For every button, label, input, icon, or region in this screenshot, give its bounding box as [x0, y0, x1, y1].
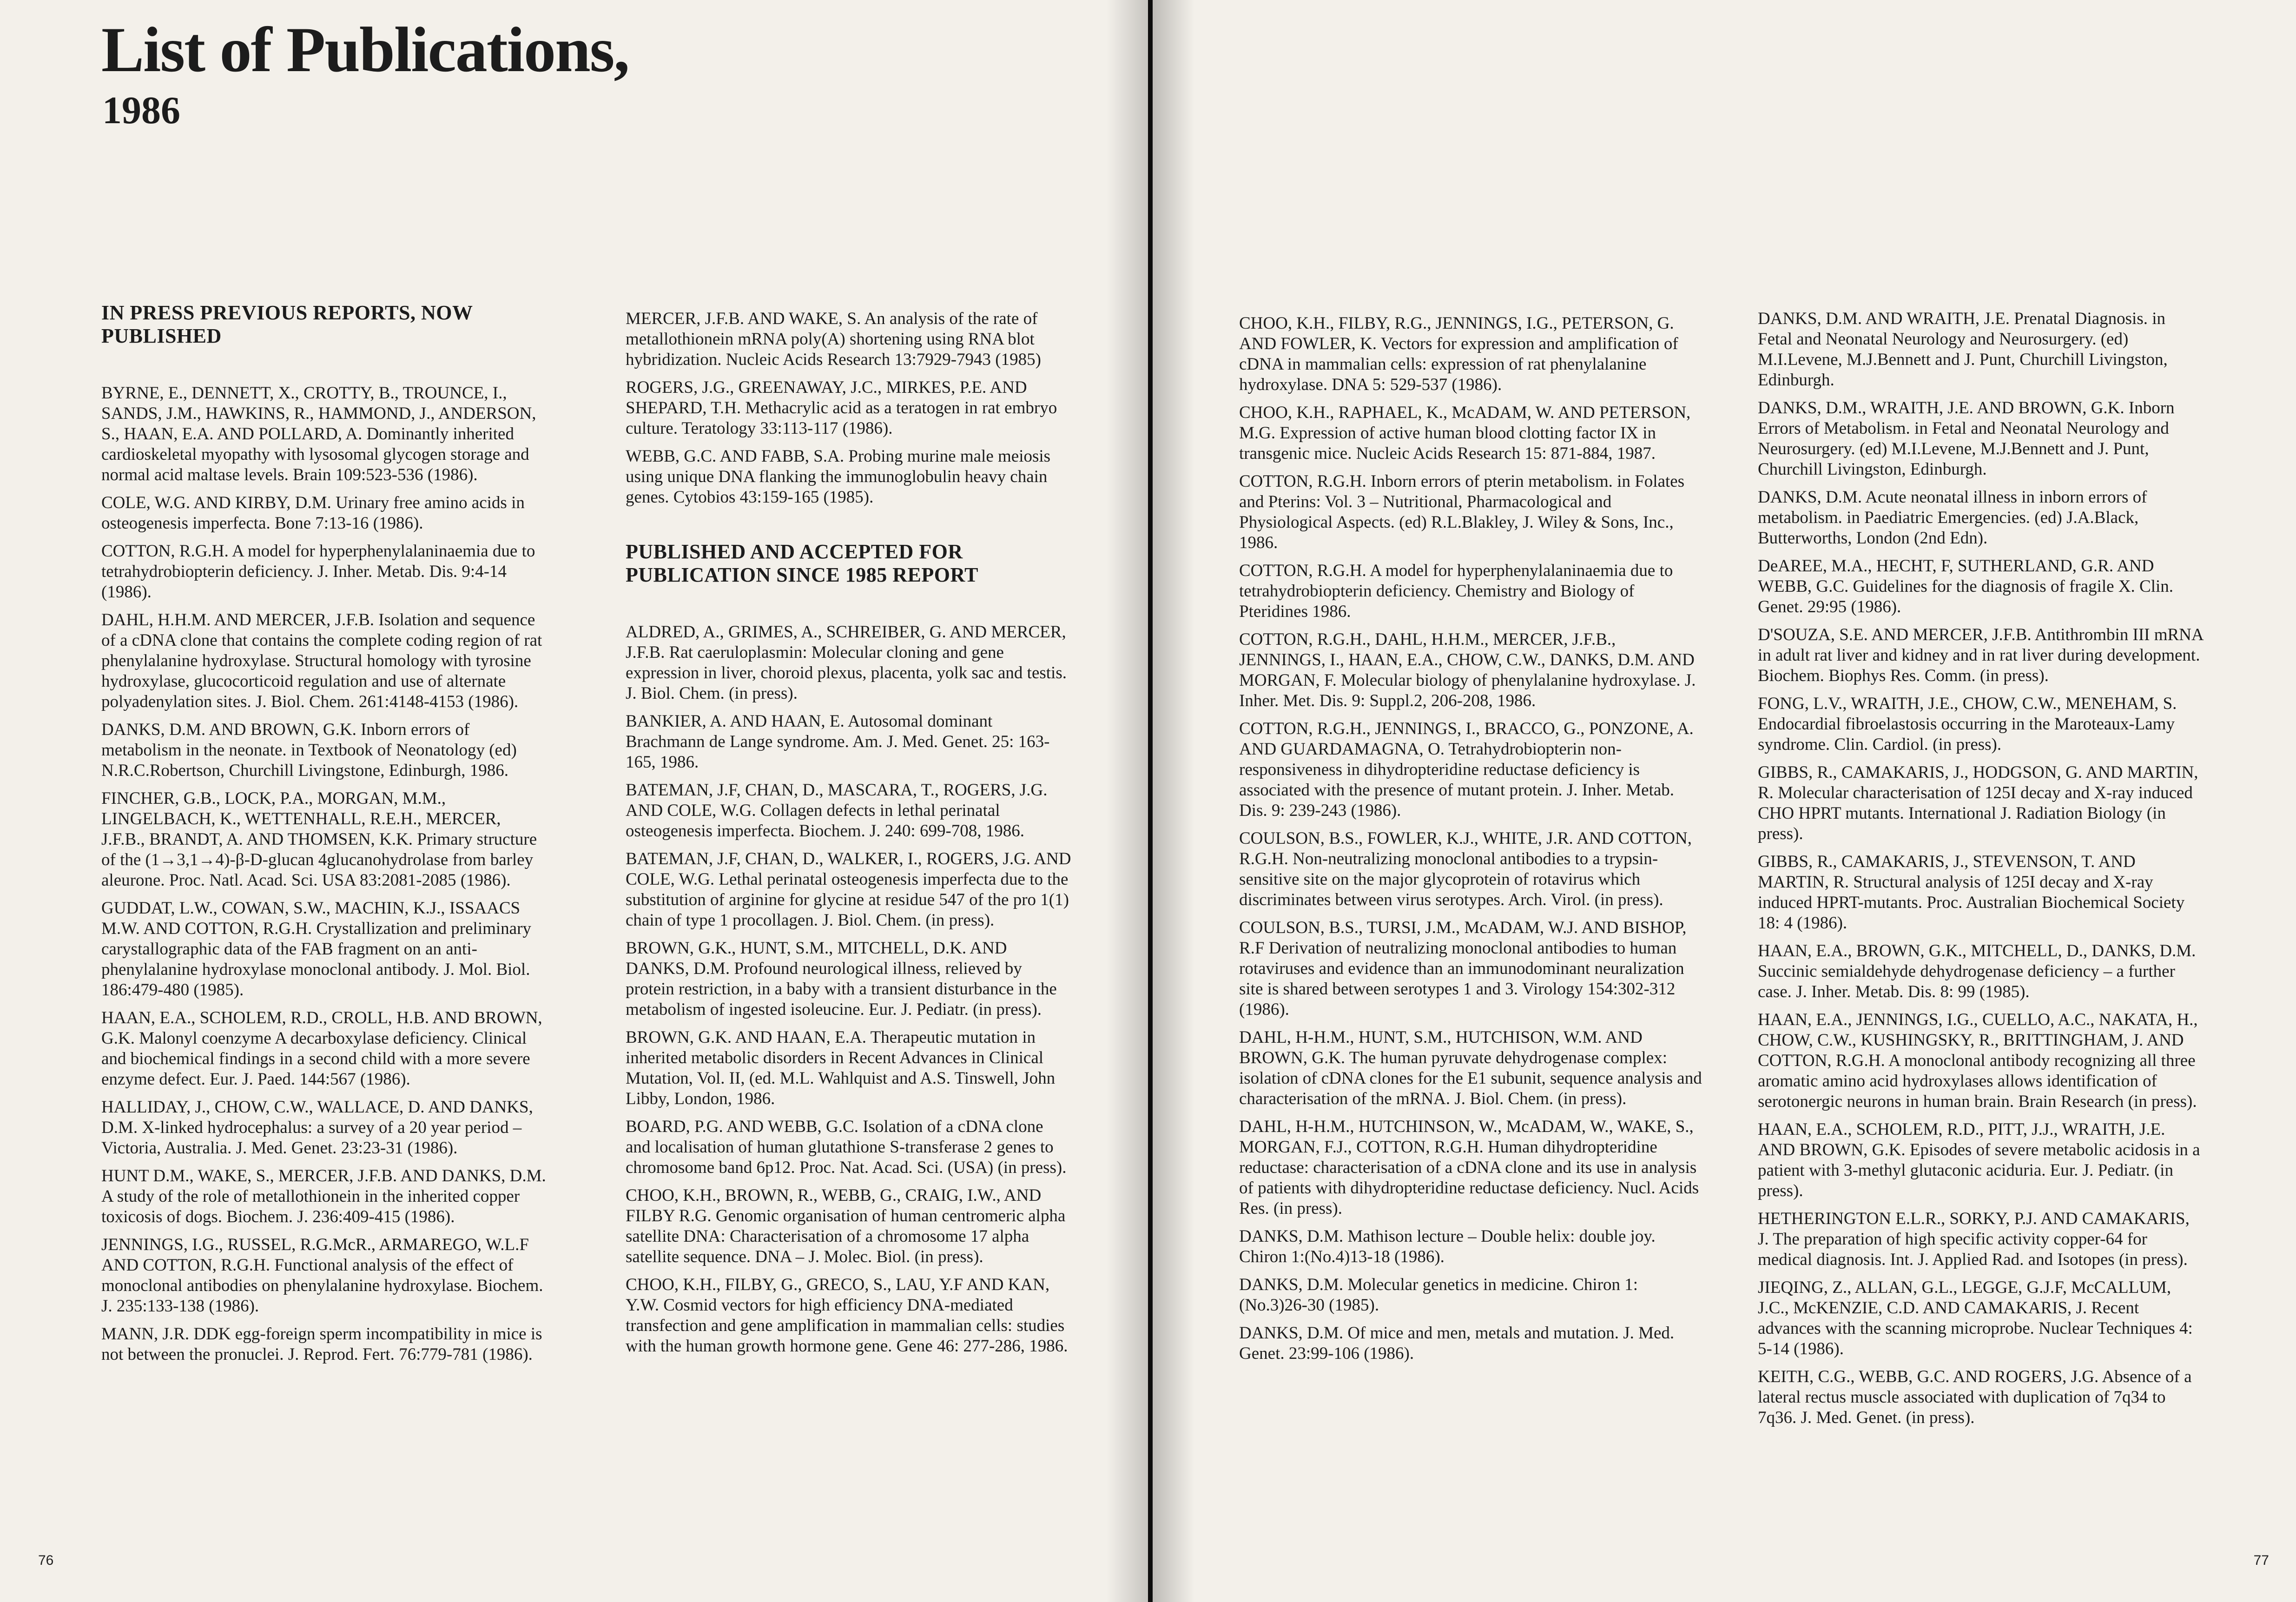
section-heading-published: PUBLISHED AND ACCEPTED FOR PUBLICATION SINCE 1985 REPORT: [626, 540, 979, 586]
publication-entry: COTTON, R.G.H., JENNINGS, I., BRACCO, G., PONZONE, A. AND GUARDAMAGNA, O. Tetrahydrobiopterin non-responsiveness in dihydropteridine reductase deficiency is associated with the presence of mutant protein. J. Inher. Metab. Dis. 9: 239-243 (1986).: [1239, 719, 1694, 820]
column-1: [101, 301, 548, 1372]
gutter-shadow: [1106, 0, 1148, 1602]
publication-entry: COULSON, B.S., TURSI, J.M., McADAM, W.J. AND BISHOP, R.F Derivation of neutralizing monoclonal antibodies to human rotaviruses and evidence than an immunodominant neuralization site is shared between serotypes 1 and 3. Virology 154:302-312 (1986).: [1239, 918, 1687, 1019]
publication-entry: HAAN, E.A., SCHOLEM, R.D., CROLL, H.B. AND BROWN, G.K. Malonyl coenzyme A decarboxylase deficiency. Clinical and biochemical findings in a second child with a more severe enzyme defect. Eur. J. Paed. 144:567 (1986).: [101, 1008, 542, 1089]
publication-entry: COULSON, B.S., FOWLER, K.J., WHITE, J.R. AND COTTON, R.G.H. Non-neutralizing monoclonal antibodies to a trypsin-sensitive site on the major glycoprotein of rotavirus which discriminates between virus serotypes. Arch. Virol. (in press).: [1239, 829, 1692, 909]
publication-entry: CHOO, K.H., BROWN, R., WEBB, G., CRAIG, I.W., AND FILBY R.G. Genomic organisation of human centromeric alpha satellite DNA: Characterisation of a chromosome 17 alpha satellite sequence. DNA – J. Molec. Biol. (in press).: [626, 1186, 1066, 1266]
publication-entry: CHOO, K.H., FILBY, G., GRECO, S., LAU, Y.F AND KAN, Y.W. Cosmid vectors for high efficiency DNA-mediated transfection and gene amplification in mammalian cells: studies with the human growth hormone gene. Gene 46: 277-286, 1986.: [626, 1275, 1068, 1356]
publication-entry: CHOO, K.H., FILBY, R.G., JENNINGS, I.G., PETERSON, G. AND FOWLER, K. Vectors for expression and amplification of cDNA in mammalian cells: expression of rat phenylalanine hydroxylase. DNA 5: 529-537 (1986).: [1239, 314, 1678, 394]
column-2: [626, 309, 1072, 1364]
publication-entry: COLE, W.G. AND KIRBY, D.M. Urinary free amino acids in osteogenesis imperfecta. Bone 7:13-16 (1986).: [101, 493, 525, 533]
publication-entry: COTTON, R.G.H. Inborn errors of pterin metabolism. in Folates and Pterins: Vol. 3 – Nutritional, Pharmacological and Physiological Aspects. (ed) R.L.Blakley, J. Wiley & Sons, Inc., 1986.: [1239, 472, 1685, 552]
entry-list: [626, 622, 1072, 1357]
publication-entry: WEBB, G.C. AND FABB, S.A. Probing murine male meiosis using unique DNA flanking the immunoglobulin heavy chain genes. Cytobios 43:159-165 (1985).: [626, 447, 1051, 507]
publication-entry: FINCHER, G.B., LOCK, P.A., MORGAN, M.M., LINGELBACH, K., WETTENHALL, R.E.H., MERCER, J.F.B., BRANDT, A. AND THOMSEN, K.K. Primary structure of the (1→3,1→4)-β-D-glucan 4glucanohydrolase from barley aleurone. Proc. Natl. Acad. Sci. USA 83:2081-2085 (1986).: [101, 789, 537, 890]
entry-list: [101, 383, 548, 1365]
publication-entry: COTTON, R.G.H. A model for hyperphenylalaninaemia due to tetrahydrobiopterin deficiency. J. Inher. Metab. Dis. 9:4-14 (1986).: [101, 542, 535, 602]
column-4: [1758, 309, 2204, 1436]
entry-list: [1239, 313, 1704, 1364]
publication-entry: BATEMAN, J.F, CHAN, D., MASCARA, T., ROGERS, J.G. AND COLE, W.G. Collagen defects in lethal perinatal osteogenesis imperfecta. Biochem. J. 240: 699-708, 1986.: [626, 781, 1048, 841]
publication-entry: MERCER, J.F.B. AND WAKE, S. An analysis of the rate of metallothionein mRNA poly(A) shortening using RNA blot hybridization. Nucleic Acids Research 13:7929-7943 (1985): [626, 309, 1041, 369]
publication-entry: HAAN, E.A., JENNINGS, I.G., CUELLO, A.C., NAKATA, H., CHOW, C.W., KUSHINGSKY, R., BRITTINGHAM, J. AND COTTON, R.G.H. A monoclonal antibody recognizing all three aromatic amino acid hydroxylases allows identification of serotonergic neurons in human brain. Brain Research (in press).: [1758, 1010, 2198, 1111]
section-heading-in-press: IN PRESS PREVIOUS REPORTS, NOW PUBLISHED: [101, 301, 473, 347]
publication-entry: CHOO, K.H., RAPHAEL, K., McADAM, W. AND PETERSON, M.G. Expression of active human blood clotting factor IX in transgenic mice. Nucleic Acids Research 15: 871-884, 1987.: [1239, 403, 1691, 463]
publication-entry: HAAN, E.A., SCHOLEM, R.D., PITT, J.J., WRAITH, J.E. AND BROWN, G.K. Episodes of severe metabolic acidosis in a patient with 3-methyl glutaconic aciduria. Eur. J. Pediatr. (in press).: [1758, 1120, 2200, 1200]
publication-entry: BOARD, P.G. AND WEBB, G.C. Isolation of a cDNA clone and localisation of human glutathione S-transferase 2 genes to chromosome band 6p12. Proc. Nat. Acad. Sci. (USA) (in press).: [626, 1117, 1067, 1177]
entry-list: [626, 309, 1072, 508]
publication-entry: DAHL, H-H.M., HUTCHINSON, W., McADAM, W., WAKE, S., MORGAN, F.J., COTTON, R.G.H. Human dihydropteridine reductase: characterisation of a cDNA clone and its use in analysis of patients with dihydropteridine reductase deficiency. Nucl. Acids Res. (in press).: [1239, 1117, 1699, 1218]
publication-entry: MANN, J.R. DDK egg-foreign sperm incompatibility in mice is not between the pronuclei. J. Reprod. Fert. 76:779-781 (1986).: [101, 1324, 542, 1364]
page-title: List of Publications,: [101, 14, 629, 85]
publication-entry: DeAREE, M.A., HECHT, F, SUTHERLAND, G.R. AND WEBB, G.C. Guidelines for the diagnosis of fragile X. Clin. Genet. 29:95 (1986).: [1758, 556, 2174, 616]
publication-entry: BANKIER, A. AND HAAN, E. Autosomal dominant Brachmann de Lange syndrome. Am. J. Med. Genet. 25: 163-165, 1986.: [626, 712, 1050, 772]
publication-entry: HUNT D.M., WAKE, S., MERCER, J.F.B. AND DANKS, D.M. A study of the role of metallothionein in the inherited copper toxicosis of dogs. Biochem. J. 236:409-415 (1986).: [101, 1166, 546, 1226]
publication-entry: BYRNE, E., DENNETT, X., CROTTY, B., TROUNCE, I., SANDS, J.M., HAWKINS, R., HAMMOND, J., ANDERSON, S., HAAN, E.A. AND POLLARD, A. Dominantly inherited cardioskeletal myopathy with lysosomal glycogen storage and normal acid maltase levels. Brain 109:523-536 (1986).: [101, 384, 536, 484]
publication-entry: BROWN, G.K. AND HAAN, E.A. Therapeutic mutation in inherited metabolic disorders in Recent Advances in Clinical Mutation, Vol. II, (ed. M.L. Wahlquist and A.S. Tinswell, John Libby, London, 1986.: [626, 1028, 1056, 1108]
publication-entry: GIBBS, R., CAMAKARIS, J., HODGSON, G. AND MARTIN, R. Molecular characterisation of 125I decay and X-ray induced CHO HPRT mutants. International J. Radiation Biology (in press).: [1758, 763, 2198, 843]
publication-entry: GUDDAT, L.W., COWAN, S.W., MACHIN, K.J., ISSAACS M.W. AND COTTON, R.G.H. Crystallization and preliminary carystallographic data of the FAB fragment on an anti-phenylalanine hydroxylase monoclonal antibody. J. Mol. Biol. 186:479-480 (1985).: [101, 899, 531, 1000]
publication-entry: HETHERINGTON E.L.R., SORKY, P.J. AND CAMAKARIS, J. The preparation of high specific activity copper-64 for medical diagnosis. Int. J. Applied Rad. and Isotopes (in press).: [1758, 1209, 2190, 1269]
publication-entry: ALDRED, A., GRIMES, A., SCHREIBER, G. AND MERCER, J.F.B. Rat caeruloplasmin: Molecular cloning and gene expression in liver, choroid plexus, placenta, yolk sac and testis. J. Biol. Chem. (in press).: [626, 622, 1067, 703]
title-block: [101, 14, 629, 132]
right-page: [1153, 0, 2296, 1602]
publication-entry: JENNINGS, I.G., RUSSEL, R.G.McR., ARMAREGO, W.L.F AND COTTON, R.G.H. Functional analysis of the effect of monoclonal antibodies on phenylalanine hydroxylase. Biochem. J. 235:133-138 (1986).: [101, 1235, 543, 1316]
publication-entry: FONG, L.V., WRAITH, J.E., CHOW, C.W., MENEHAM, S. Endocardial fibroelastosis occurring in the Maroteaux-Lamy syndrome. Clin. Cardiol. (in press).: [1758, 694, 2177, 754]
publication-entry: DAHL, H-H.M., HUNT, S.M., HUTCHISON, W.M. AND BROWN, G.K. The human pyruvate dehydrogenase complex: isolation of cDNA clones for the E1 subunit, sequence analysis and characterisation of the mRNA. J. Biol. Chem. (in press).: [1239, 1028, 1702, 1108]
publication-entry: GIBBS, R., CAMAKARIS, J., STEVENSON, T. AND MARTIN, R. Structural analysis of 125I decay and X-ray induced HPRT-mutants. Proc. Australian Biochemical Society 18: 4 (1986).: [1758, 852, 2185, 933]
publication-entry: DANKS, D.M. Of mice and men, metals and mutation. J. Med. Genet. 23:99-106 (1986).: [1239, 1324, 1675, 1363]
book-spine: [1148, 0, 1153, 1602]
page-number-left: 76: [38, 1553, 54, 1568]
publication-entry: BROWN, G.K., HUNT, S.M., MITCHELL, D.K. AND DANKS, D.M. Profound neurological illness, relieved by protein restriction, in a baby with a transient disturbance in the metabolism of ingested isoleucine. Eur. J. Pediatr. (in press).: [626, 939, 1057, 1019]
publication-entry: DANKS, D.M., WRAITH, J.E. AND BROWN, G.K. Inborn Errors of Metabolism. in Fetal and Neonatal Neurology and Neurosurgery. (ed) M.I.Levene, M.J.Bennett and J. Punt, Churchill Livingston, Edinburgh.: [1758, 398, 2175, 479]
entry-list: [1758, 309, 2204, 1428]
publication-entry: JIEQING, Z., ALLAN, G.L., LEGGE, G.J.F, McCALLUM, J.C., McKENZIE, C.D. AND CAMAKARIS, J. Recent advances with the scanning microprobe. Nuclear Techniques 4: 5-14 (1986).: [1758, 1278, 2193, 1358]
publication-entry: HAAN, E.A., BROWN, G.K., MITCHELL, D., DANKS, D.M. Succinic semialdehyde dehydrogenase deficiency – a further case. J. Inher. Metab. Dis. 8: 99 (1985).: [1758, 941, 2196, 1001]
publication-entry: BATEMAN, J.F, CHAN, D., WALKER, I., ROGERS, J.G. AND COLE, W.G. Lethal perinatal osteogenesis imperfecta due to the substitution of arginine for glycine at residue 547 of the pro 1(1) chain of type 1 procollagen. J. Biol. Chem. (in press).: [626, 849, 1071, 930]
publication-entry: DANKS, D.M. Acute neonatal illness in inborn errors of metabolism. in Paediatric Emergencies. (ed) J.A.Black, Butterworths, London (2nd Edn).: [1758, 488, 2147, 548]
publication-entry: DAHL, H.H.M. AND MERCER, J.F.B. Isolation and sequence of a cDNA clone that contains the complete coding region of rat phenylalanine hydroxylase. Structural homology with tyrosine hydroxylase, glucocorticoid regulation and use of alternate polyadenylation sites. J. Biol. Chem. 261:4148-4153 (1986).: [101, 610, 542, 711]
publication-entry: HALLIDAY, J., CHOW, C.W., WALLACE, D. AND DANKS, D.M. X-linked hydrocephalus: a survey of a 20 year period – Victoria, Australia. J. Med. Genet. 23:23-31 (1986).: [101, 1098, 533, 1158]
publication-entry: DANKS, D.M. AND WRAITH, J.E. Prenatal Diagnosis. in Fetal and Neonatal Neurology and Neurosurgery. (ed) M.I.Levene, M.J.Bennett and J. Punt, Churchill Livingston, Edinburgh.: [1758, 309, 2168, 390]
publication-entry: DANKS, D.M. Mathison lecture – Double helix: double joy. Chiron 1:(No.4)13-18 (1986).: [1239, 1227, 1656, 1266]
page-year: 1986: [102, 89, 180, 132]
publication-entry: D'SOUZA, S.E. AND MERCER, J.F.B. Antithrombin III mRNA in adult rat liver and kidney and in rat liver during development. Biochem. Biophys Res. Comm. (in press).: [1758, 625, 2203, 685]
column-3: [1239, 313, 1704, 1371]
publication-entry: ROGERS, J.G., GREENAWAY, J.C., MIRKES, P.E. AND SHEPARD, T.H. Methacrylic acid as a teratogen in rat embryo culture. Teratology 33:113-117 (1986).: [626, 378, 1057, 438]
publication-entry: COTTON, R.G.H., DAHL, H.H.M., MERCER, J.F.B., JENNINGS, I., HAAN, E.A., CHOW, C.W., DANKS, D.M. AND MORGAN, F. Molecular biology of phenylalanine hydroxylase. J. Inher. Met. Dis. 9: Suppl.2, 206-208, 1986.: [1239, 630, 1696, 710]
page-number-right: 77: [2253, 1553, 2269, 1568]
publication-entry: DANKS, D.M. Molecular genetics in medicine. Chiron 1:(No.3)26-30 (1985).: [1239, 1275, 1638, 1315]
gutter-shadow: [1153, 0, 1194, 1602]
publication-entry: COTTON, R.G.H. A model for hyperphenylalaninaemia due to tetrahydrobiopterin deficiency. Chemistry and Biology of Pteridines 1986.: [1239, 561, 1673, 621]
publication-entry: DANKS, D.M. AND BROWN, G.K. Inborn errors of metabolism in the neonate. in Textbook of Neonatology (ed) N.R.C.Robertson, Churchill Livingstone, Edinburgh, 1986.: [101, 720, 517, 780]
publication-entry: KEITH, C.G., WEBB, G.C. AND ROGERS, J.G. Absence of a lateral rectus muscle associated with duplication of 7q34 to 7q36. J. Med. Genet. (in press).: [1758, 1367, 2192, 1427]
